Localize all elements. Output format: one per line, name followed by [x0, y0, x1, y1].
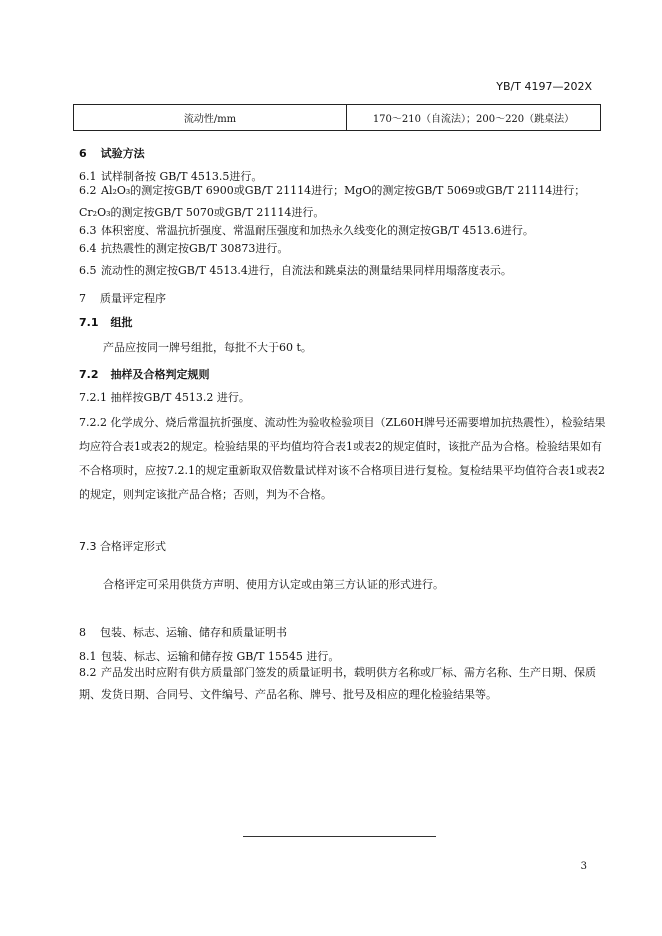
section-7-1-title: 组批 [110, 316, 133, 329]
section-6-number: 6 [79, 147, 87, 160]
clause-text: 产品发出时应附有供方质量部门签发的质量证明书，载明供方名称或厂标、需方名称、生产日期、保质期、发货日期、合同号、文件编号、产品名称、牌号、批号及相应的理化检验结果等。 [79, 666, 596, 701]
section-7-3-heading: 7.3 合格评定形式 [79, 540, 166, 553]
clause-text: Al₂O₃的测定按GB/T 6900或GB/T 21114进行；MgO的测定按GB/T 5069或GB/T 21114进行；Cr₂O₃的测定按GB/T 5070或GB/T 21114进行。 [79, 184, 586, 219]
section-8-heading [79, 624, 287, 640]
table-label-cell: 流动性/mm [74, 105, 347, 131]
clause-number: 8.2 [79, 666, 97, 679]
section-7-2-heading [79, 366, 210, 382]
clause-number: 6.5 [79, 264, 97, 277]
footer-rule [243, 836, 436, 837]
section-6-title: 试验方法 [100, 147, 145, 160]
section-7-1-number: 7.1 [79, 316, 99, 329]
section-7-title: 质量评定程序 [100, 292, 166, 305]
section-8-title: 包装、标志、运输、储存和质量证明书 [100, 626, 287, 639]
clause-6-5 [79, 262, 512, 278]
clause-text: 抗热震性的测定按GB/T 30873进行。 [101, 242, 289, 255]
clause-number: 6.2 [79, 184, 97, 197]
page-number: 3 [580, 861, 587, 872]
clause-text: 流动性的测定按GB/T 4513.4进行，自流法和跳桌法的测量结果同样用塌落度表示。 [101, 264, 512, 277]
clause-8-2 [79, 662, 609, 706]
table-value-cell: 170～210（自流法）；200～220（跳桌法） [347, 105, 601, 131]
section-7-2-number: 7.2 [79, 368, 99, 381]
clause-number: 6.4 [79, 242, 97, 255]
clause-7-2-2: 7.2.2 化学成分、烧后常温抗折强度、流动性为验收检验项目（ZL60H牌号还需要增加抗热震性），检验结果均应符合表1或表2的规定。检验结果的平均值均符合表1或表2的规定值时，该批产品为合格。检验结果如有不合格项时，应按7.2.1的规定重新取双倍数量试样对该不合格项目进行复检。复检结果平均值符合表1或表2的规定，则判定该批产品合格；否则，判为不合格。 [79, 416, 606, 501]
clause-7-3-text: 合格评定可采用供货方声明、使用方认定或由第三方认证的形式进行。 [103, 578, 444, 591]
clause-6-2 [79, 180, 609, 224]
clause-number: 6.1 [79, 170, 97, 183]
clause-text: 包装、标志、运输和储存按 GB/T 15545 进行。 [101, 650, 340, 663]
clause-7-2-1: 7.2.1 抽样按GB/T 4513.2 进行。 [79, 391, 250, 404]
section-7-1-heading [79, 314, 133, 330]
clause-7-1-text: 产品应按同一牌号组批，每批不大于60 t。 [103, 341, 312, 354]
section-7-heading [79, 290, 166, 306]
clause-6-3 [79, 222, 534, 238]
document-number: YB/T 4197—202X [496, 80, 592, 93]
section-8-number: 8 [79, 626, 86, 639]
clause-text: 试样制备按 GB/T 4513.5进行。 [101, 170, 263, 183]
clause-6-4 [79, 240, 288, 256]
section-7-number: 7 [79, 292, 86, 305]
section-6-heading [79, 145, 145, 161]
section-7-2-title: 抽样及合格判定规则 [110, 368, 210, 381]
clause-number: 6.3 [79, 224, 97, 237]
clause-text: 体积密度、常温抗折强度、常温耐压强度和加热永久线变化的测定按GB/T 4513.6进行。 [101, 224, 534, 237]
property-table-row [73, 104, 601, 131]
clause-number: 8.1 [79, 650, 97, 663]
